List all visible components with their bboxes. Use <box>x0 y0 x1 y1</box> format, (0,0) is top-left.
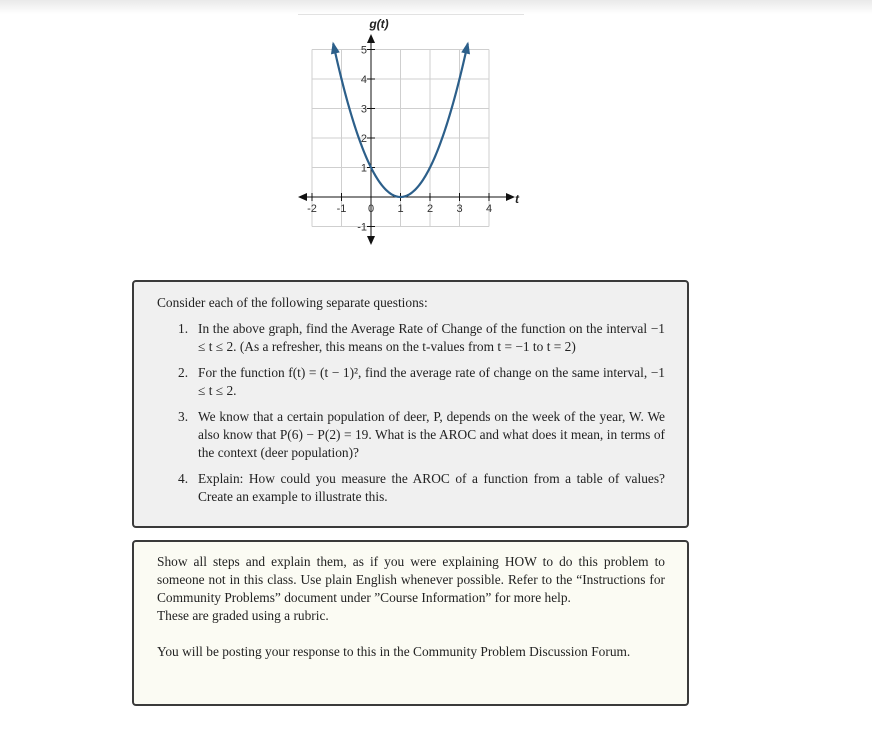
x-axis-right-arrow <box>506 193 515 201</box>
x-tick-label: 3 <box>456 203 463 215</box>
y-axis-top-arrow <box>367 34 375 43</box>
grading-note: These are graded using a rubric. <box>157 608 329 623</box>
x-tick-label: -2 <box>307 203 317 215</box>
x-axis-label: t <box>515 192 519 206</box>
x-tick-label: 1 <box>397 203 404 215</box>
instructions-box <box>132 540 689 706</box>
questions-box <box>132 280 689 528</box>
x-tick-label: 0 <box>367 203 375 215</box>
question-list <box>157 320 665 506</box>
question-number: 3. <box>178 409 189 424</box>
x-tick-label: 2 <box>426 203 434 215</box>
top-shadow-bar <box>0 0 872 14</box>
y-tick-label: 5 <box>360 44 367 57</box>
questions-intro: Consider each of the following separate questions: <box>157 295 428 310</box>
question-text: For the function f(t) = (t − 1)², find the average rate of change on the same interval, −1 ≤ t ≤ 2. <box>198 365 665 398</box>
x-tick-label: 4 <box>485 203 493 215</box>
question-item <box>157 320 665 356</box>
question-number: 4. <box>178 471 189 486</box>
graph-axes <box>298 34 515 245</box>
question-item <box>157 364 665 400</box>
y-tick-label: 2 <box>360 133 367 145</box>
instructions-paragraph: Show all steps and explain them, as if you were explaining HOW to do this problem to someone not in this class. Use plain English whenever possible. Refer to the “Instructions for Community Problems” document under ”Course Information” for more help. <box>157 554 665 605</box>
question-text: We know that a certain population of deer, P, depends on the week of the year, W. We also know that P(6) − P(2) = 19. What is the AROC and what does it mean, in terms of the context (deer population)? <box>198 409 665 460</box>
x-axis-left-arrow <box>298 193 307 201</box>
y-tick-label: -1 <box>357 221 367 234</box>
question-number: 1. <box>178 321 189 336</box>
question-text: Explain: How could you measure the AROC of a function from a table of values? Create an example to illustrate this. <box>198 471 665 504</box>
curve-arrowhead <box>331 42 340 55</box>
question-number: 2. <box>178 365 189 380</box>
y-tick-label: 3 <box>360 103 367 116</box>
question-text: In the above graph, find the Average Rate of Change of the function on the interval −1 ≤ t ≤ 2. (As a refresher, this means on the t-values from t = −1 to t = 2) <box>198 321 665 354</box>
posting-note: You will be posting your response to this in the Community Problem Discussion Forum. <box>157 644 631 659</box>
x-tick-label: -1 <box>336 203 347 215</box>
y-tick-label: 4 <box>360 74 367 86</box>
y-tick-label: 1 <box>360 162 367 175</box>
curve-arrowhead <box>461 42 470 55</box>
question-item <box>157 470 665 506</box>
question-item <box>157 408 665 462</box>
y-axis-bottom-arrow <box>367 236 375 245</box>
y-axis-label: g(t) <box>369 17 389 31</box>
tick-labels <box>307 45 492 234</box>
parabola-graph <box>296 14 536 246</box>
